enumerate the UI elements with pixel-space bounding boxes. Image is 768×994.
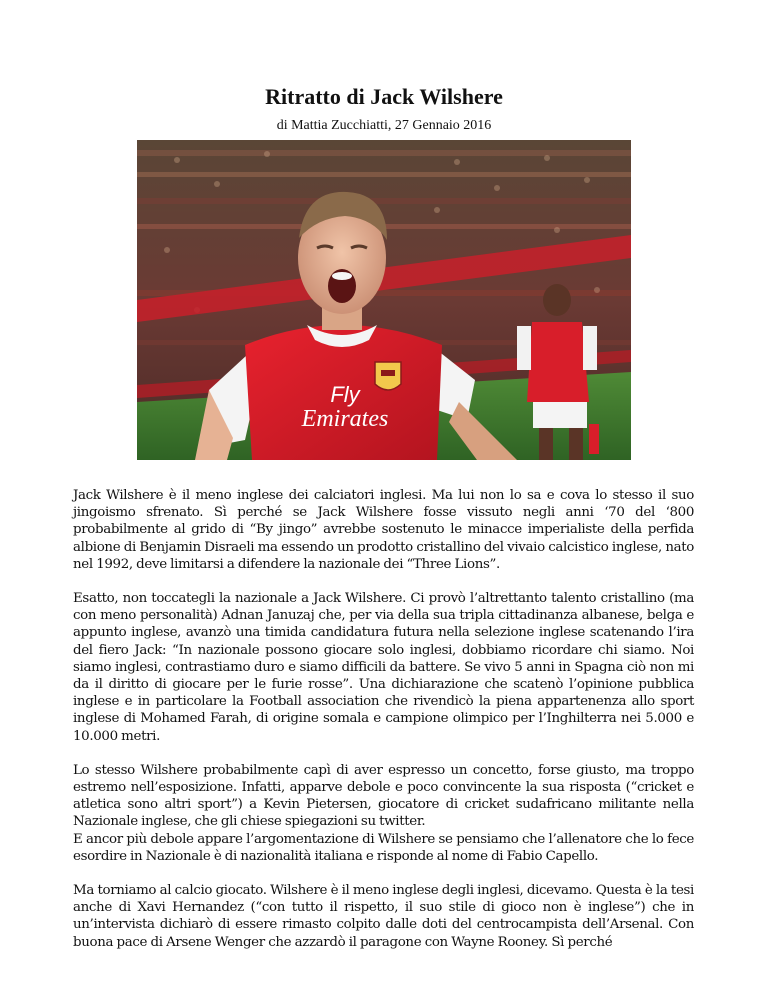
paragraph-1: Jack Wilshere è il meno inglese dei calciatori inglesi. Ma lui non lo sa e cova lo stesso il suo jingoismo sfrenato. Sì perché se Jack Wilshere fosse vissuto negli anni ‘70 del ‘800 probabilmente al grido di “By jingo” avrebbe sostenuto le minacce imperialiste della perfida albione di Benjamin Disraeli ma essendo un prodotto cristallino del vivaio calcistico inglese, nato nel 1992, deve limitarsi a difendere la nazionale dei “Three Lions”. — [73, 488, 694, 572]
football-player-photo — [137, 140, 631, 460]
paragraph-5: Ma torniamo al calcio giocato. Wilshere è il meno inglese degli inglesi, dicevamo. Questa è la tesi anche di Xavi Hernandez (“con tutto il rispetto, il suo stile di gioco non è inglese”) che in un’intervista dichiarò di essere rimasto colpito dalle doti del centrocampista dell’Arsenal. Con buona pace di Arsene Wenger che azzardò il paragone con Wayne Rooney. Sì perché — [73, 883, 694, 950]
paragraph-4: E ancor più debole appare l’argomentazione di Wilshere se pensiamo che l’allenatore che lo fece esordire in Nazionale è di nazionalità italiana e risponde al nome di Fabio Capello. — [73, 831, 694, 864]
paragraph-3: Lo stesso Wilshere probabilmente capì di aver espresso un concetto, forse giusto, ma troppo estremo nell’esposizione. Infatti, apparve debole e poco convincente la sua risposta (“cricket e atletica sono altri sport”) a Kevin Pietersen, giocatore di cricket sudafricano militante nella Nazionale inglese, che gli chiese spiegazioni su twitter. — [73, 762, 694, 830]
jersey-sponsor-line1: Fly — [330, 382, 360, 407]
jersey-sponsor-line2: Emirates — [301, 406, 389, 432]
article-body — [73, 487, 694, 968]
paragraph-2: Esatto, non toccategli la nazionale a Jack Wilshere. Ci provò l’altrettanto talento cristallino (ma con meno personalità) Adnan Januzaj che, per via della sua tripla cittadinanza albanese, belga e appunto inglese, avanzò una timida candidatura futura nella selezione inglese scatenando l’ira del fiero Jack: “In nazionale possono giocare solo inglesi, dobbiamo ricordare chi siamo. Noi siamo inglesi, contrastiamo duro e siamo difficili da battere. Se vivo 5 anni in Spagna ciò non mi da il diritto di giocare per le furie rosse”. Una dichiarazione che scatenò l’opinione pubblica inglese e in particolare la Football association che rivendicò la piena appartenenza allo sport inglese di Mohamed Farah, di origine somala e campione olimpico per l’Inghilterra nei 5.000 e 10.000 metri. — [73, 591, 694, 744]
document-title: Ritratto di Jack Wilshere — [265, 84, 503, 109]
byline: di Mattia Zucchiatti, 27 Gennaio 2016 — [276, 118, 492, 133]
